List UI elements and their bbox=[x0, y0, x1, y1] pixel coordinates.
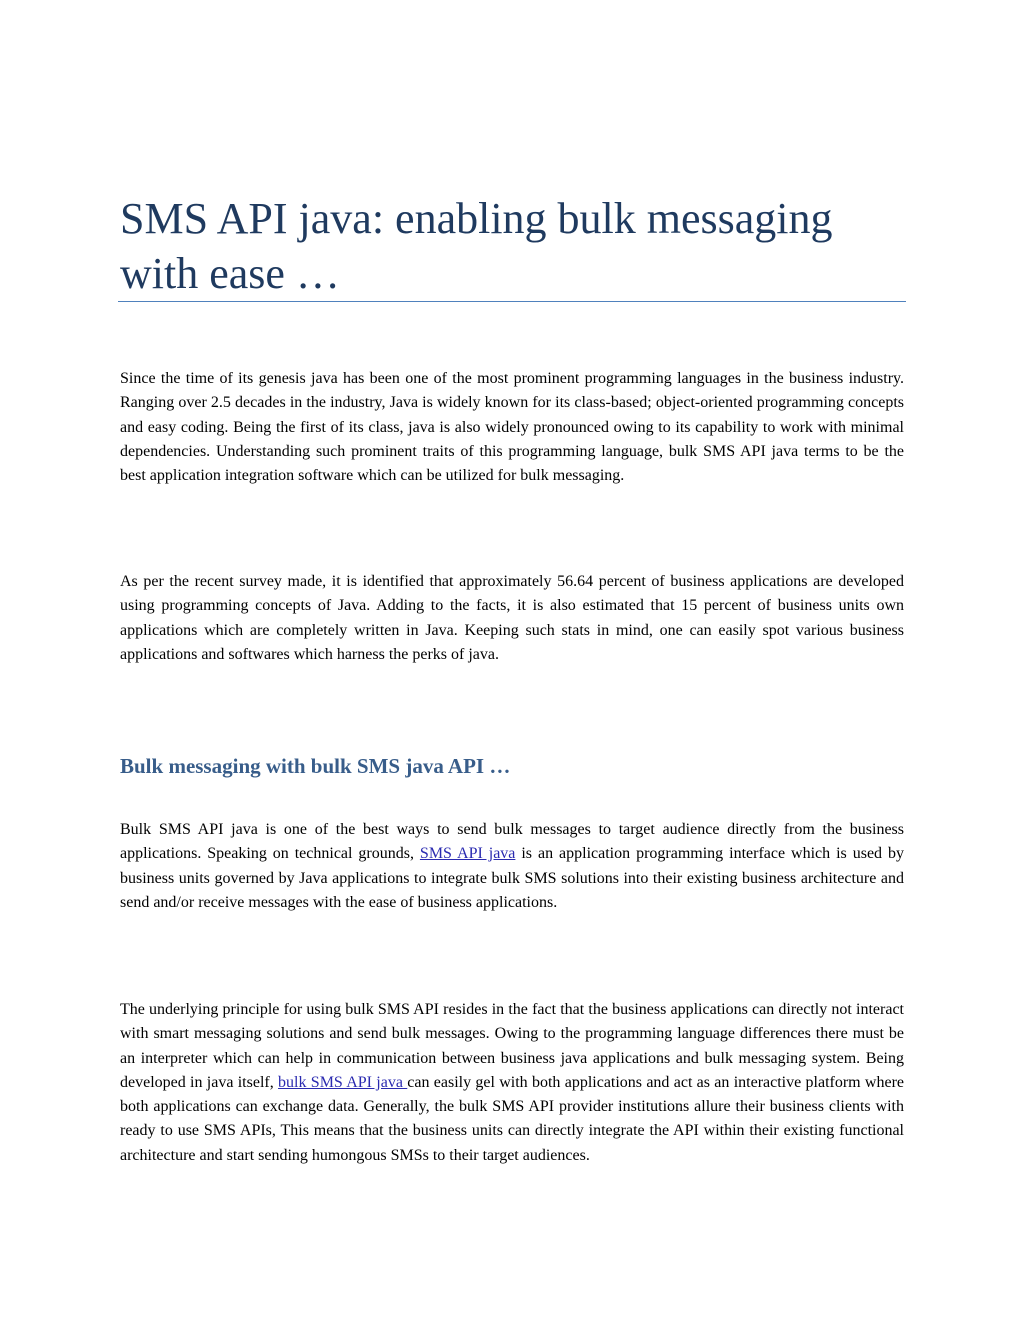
bulk-sms-api-java-link[interactable]: bulk SMS API java bbox=[278, 1073, 408, 1091]
paragraph-intro: Since the time of its genesis java has been one of the most prominent programming languages in the business industry. Ranging over 2.5 decades in the industry, Java is widely known for its class-based; object-oriented programming concepts and easy coding. Being the first of its class, java is also widely pronounced owing to its capability to work with minimal dependencies. Understanding such prominent traits of this programming language, bulk SMS API java terms to be the best application integration software which can be utilized for bulk messaging. bbox=[120, 370, 904, 485]
paragraph-bulk-sms-api bbox=[120, 818, 904, 915]
paragraph-text-segment: can easily gel with both applications and act as an interactive platform where both applications can exchange data. Generally, the bulk SMS API provider institutions allure their business clients with ready to use SMS APIs, This means that the business units can directly integrate the API within their existing functional architecture and start sending humongous SMSs to their target audiences. bbox=[120, 1073, 905, 1164]
paragraph-text-segment: Bulk SMS API java is one of the best ways to send bulk messages to target audience directly from the business applications. Speaking on technical grounds, bbox=[120, 821, 904, 863]
paragraph-underlying-principle bbox=[120, 998, 904, 1168]
paragraph-text-segment: The underlying principle for using bulk SMS API resides in the fact that the business applications can directly not interact with smart messaging solutions and send bulk messages. Owing to the programming language differences there must be an interpreter which can help in communication between business java applications and bulk messaging system. Being developed in java itself, bbox=[120, 1001, 904, 1091]
section-heading: Bulk messaging with bulk SMS java API … bbox=[120, 754, 511, 778]
title-underline-divider bbox=[118, 301, 906, 302]
document-title: SMS API java: enabling bulk messaging with ease … bbox=[120, 194, 833, 298]
paragraph-text-segment: is an application programming interface which is used by business units governed by Java applications to integrate bulk SMS solutions into their existing business architecture and send and/or receive messages with the ease of business applications. bbox=[120, 845, 904, 911]
paragraph-survey: As per the recent survey made, it is identified that approximately 56.64 percent of business applications are developed using programming concepts of Java. Adding to the facts, it is also estimated that 15 percent of business units own applications which are completely written in Java. Keeping such stats in mind, one can easily spot various business applications and softwares which harness the perks of java. bbox=[120, 573, 904, 663]
sms-api-java-link[interactable]: SMS API java bbox=[419, 845, 516, 863]
